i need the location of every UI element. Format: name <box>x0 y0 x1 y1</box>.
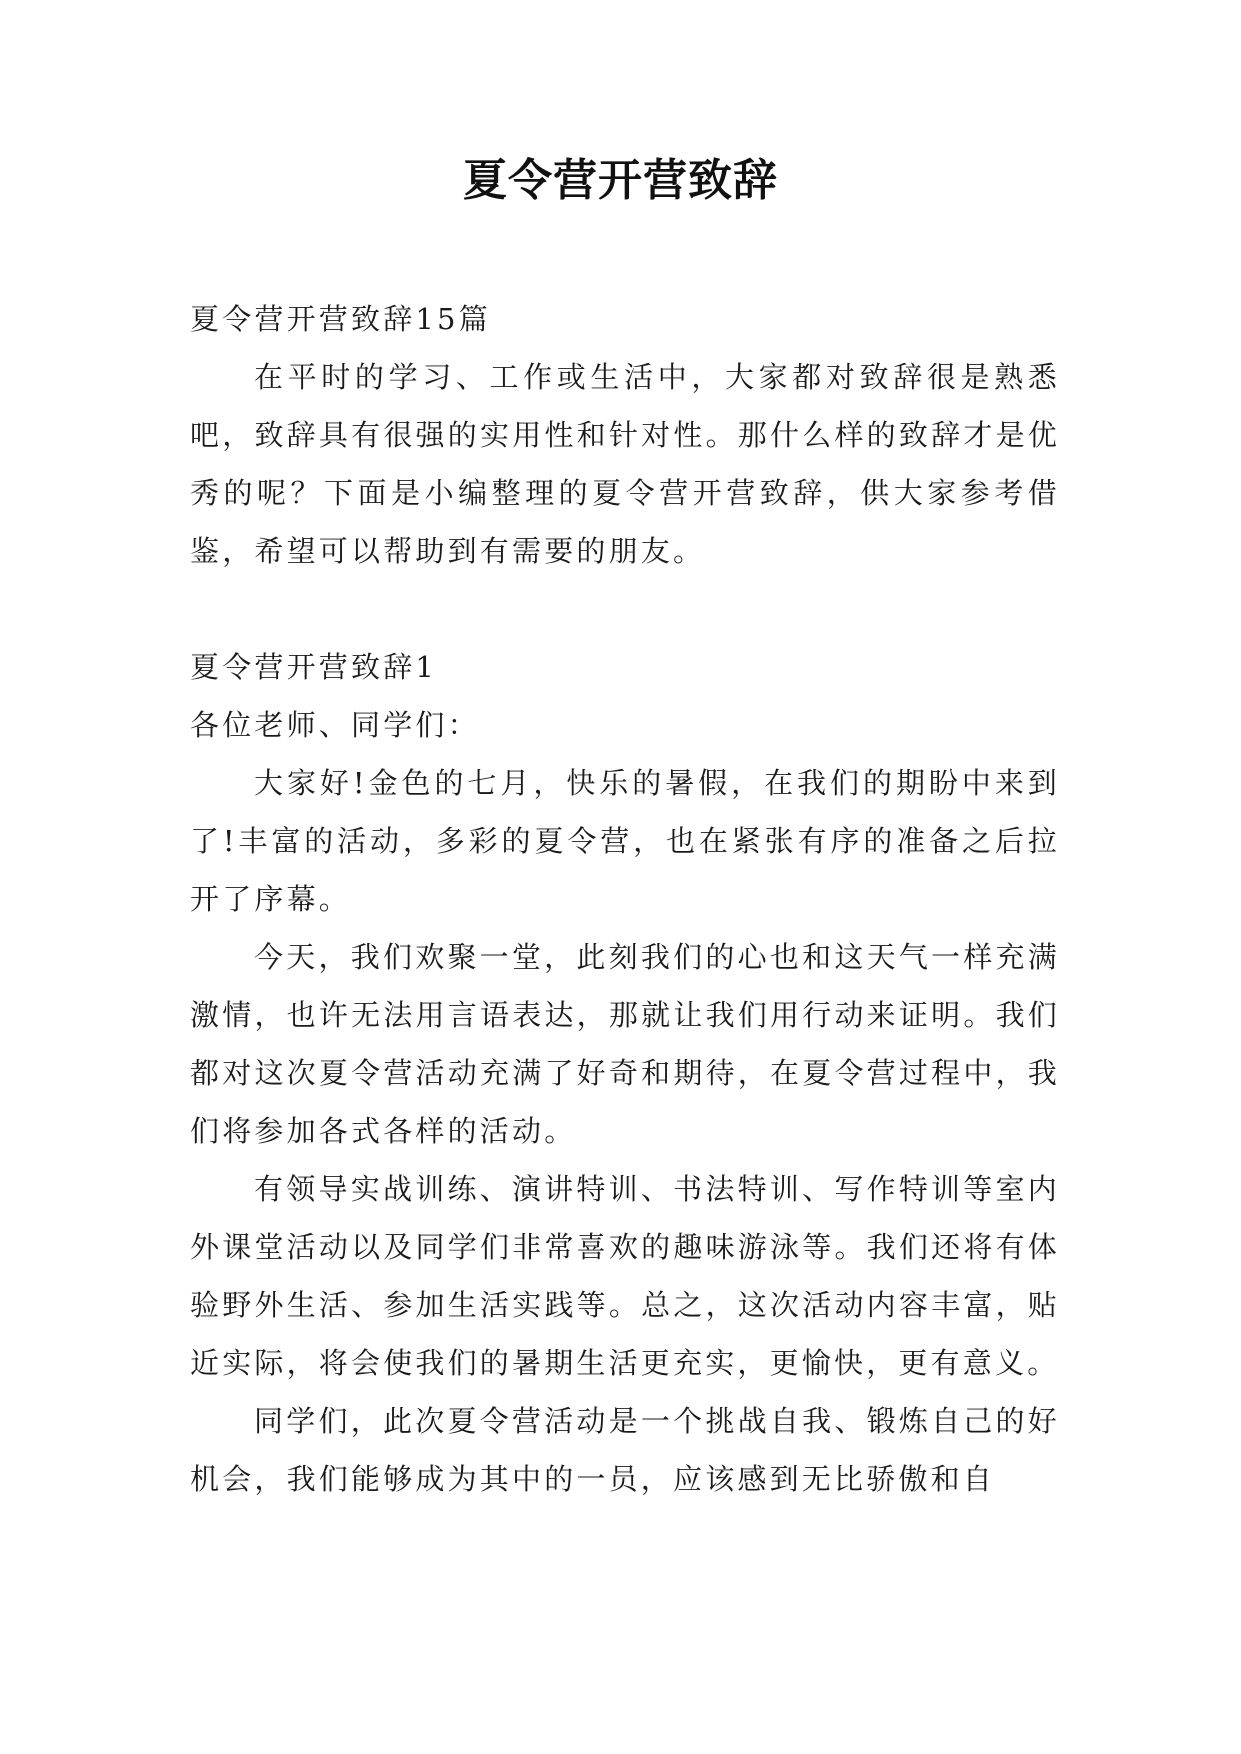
document-body <box>190 290 1060 1508</box>
body-paragraph: 今天，我们欢聚一堂，此刻我们的心也和这天气一样充满激情，也许无法用言语表达，那就让我们用行动来证明。我们都对这次夏令营活动充满了好奇和期待，在夏令营过程中，我们将参加各式各样的活动。 <box>190 940 1060 1148</box>
body-paragraph: 同学们，此次夏令营活动是一个挑战自我、锻炼自己的好机会，我们能够成为其中的一员，应该感到无比骄傲和自 <box>190 1404 1060 1496</box>
body-paragraph: 有领导实战训练、演讲特训、书法特训、写作特训等室内外课堂活动以及同学们非常喜欢的趣味游泳等。我们还将有体验野外生活、参加生活实践等。总之，这次活动内容丰富，贴近实际，将会使我们的暑期生活更充实，更愉快，更有意义。 <box>190 1172 1060 1380</box>
salutation: 各位老师、同学们： <box>190 708 480 742</box>
intro-paragraph: 在平时的学习、工作或生活中，大家都对致辞很是熟悉吧，致辞具有很强的实用性和针对性。那什么样的致辞才是优秀的呢？下面是小编整理的夏令营开营致辞，供大家参考借鉴，希望可以帮助到有需要的朋友。 <box>190 360 1060 568</box>
document-title: 夏令营开营致辞 <box>463 155 778 206</box>
section-spacer <box>190 580 1060 638</box>
body-paragraph: 大家好!金色的七月，快乐的暑假，在我们的期盼中来到了!丰富的活动，多彩的夏令营，也在紧张有序的准备之后拉开了序幕。 <box>190 766 1060 916</box>
subtitle: 夏令营开营致辞15篇 <box>190 302 491 336</box>
section-heading: 夏令营开营致辞1 <box>190 650 438 684</box>
